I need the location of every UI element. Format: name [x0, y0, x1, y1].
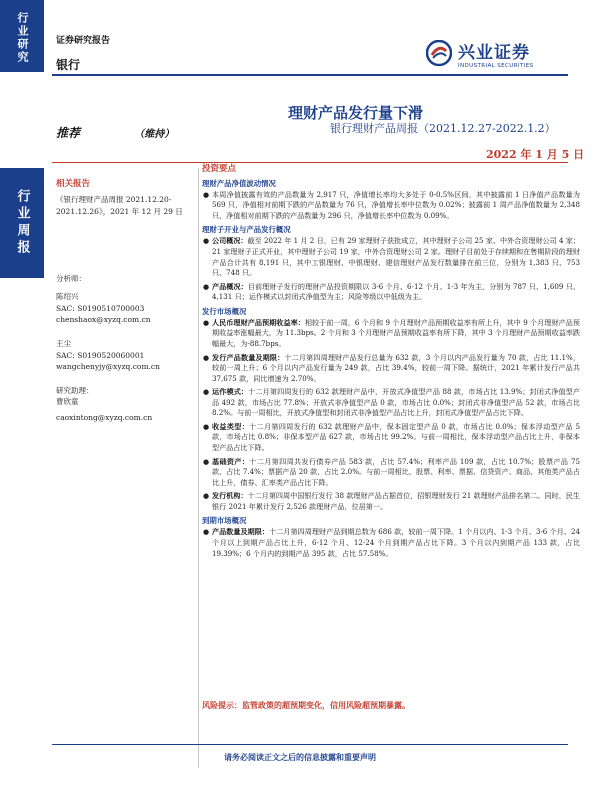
bullet-text: 十二月第四周理财产品到期总数为 686 款，较前一周下降。1 个月以内、1-3 个月、3-6 个月、24 个月以上到期产品占比上升，6-12 个月、12-24 个月到期产品占比下降。3 个月以内到期产品 133 款，占比 19.39%；6 个月内的到期产品 395 款，占比 57.58%。 — [212, 527, 580, 558]
footer-divider — [52, 744, 568, 745]
subsection-title: 发行市场概况 — [202, 306, 247, 316]
report-subtitle: 银行理财产品周报（2021.12.27-2022.1.2） — [330, 122, 556, 135]
header-divider — [52, 74, 568, 76]
bullet-dot-icon: ● — [203, 492, 210, 501]
related-reports-title: 相关报告 — [56, 179, 91, 189]
bullet-label: 基础资产： — [212, 456, 250, 466]
bullet-item — [202, 457, 580, 489]
bullet-dot-icon: ● — [203, 282, 210, 291]
analyst-role: 分析师： — [56, 274, 86, 284]
bullet-item — [202, 491, 580, 512]
industry-label: 银行 — [56, 58, 81, 72]
bullet-item — [202, 422, 580, 454]
bullet-item — [202, 190, 580, 222]
analyst-3 — [56, 385, 194, 424]
bullet-dot-icon: ● — [203, 318, 210, 327]
bullet-dot-icon: ● — [203, 237, 210, 246]
report-title: 理财产品发行量下滑 — [288, 104, 424, 122]
report-type: 证券研究报告 — [56, 36, 111, 46]
logo-cn-text: 兴业证券 — [458, 42, 530, 63]
sidebar-report-type-label: 行业周报 — [0, 168, 44, 278]
left-column — [56, 178, 194, 424]
bullet-text: 十二月第四周共发行债券产品 583 款，占比 57.4%；利率产品 109 款，占比 10.7%；股票产品 75 款，占比 7.4%；票据产品 20 款，占比 2.0%。与前一周相比，股票、利率、票据、信贷资产、商品、其他类产品占比上升，债券、汇率类产品占比下降。 — [212, 456, 580, 487]
logo-mark-icon — [426, 40, 452, 66]
analyst-1 — [56, 273, 194, 326]
risk-warning: 风险提示：监管政策的超预期变化，信用风险超预期暴露。 — [202, 700, 410, 710]
bullet-text: 目前理财子发行的理财产品投资期限以 3-6 个月、6-12 个月、1-3 年为主，分别为 787 只、1,609 只、4,131 只；运作模式以封闭式净值型为主；风险等级以中低级为主。 — [212, 281, 580, 302]
bullet-text: 十二月第四周发行的 632 款理财产品中，开放式净值型产品 88 款，市场占比 13.9%；封闭式净值型产品 492 款，市场占比 77.8%；开放式非净值型产品 0 款，市场占比 0.0%；封闭式非净值型产品 52 款，市场占比 8.2%。与前一周相比，开放式净值型和封闭式非净值型产品占比上升，封闭式净值型产品占比下降。 — [212, 387, 580, 418]
bullet-text: 十二月第四周中国银行发行 38 款理财产品占据首位，招银理财发行 21 款理财产品排名第二。同时，民生银行 2021 年累计发行 2,526 款理财产品，位居第一。 — [212, 491, 580, 511]
rating-change: （维持） — [134, 129, 175, 140]
rating — [56, 124, 174, 141]
analyst-email[interactable]: chenshaox@xyzq.com.cn — [56, 315, 151, 325]
bullet-dot-icon: ● — [203, 190, 210, 199]
bullet-item — [202, 282, 580, 303]
bullet-dot-icon: ● — [203, 353, 210, 362]
bullet-text: 十二月第四周发行的 632 款理财产品中，保本固定型产品 0 款，市场占比 0.0%；保本浮动型产品 5 款，市场占比 0.8%；非保本型产品 627 款，市场占比 99.2%。与前一周相比，保本浮动型产品占比上升，非保本型产品占比下降。 — [212, 421, 581, 452]
column-divider — [198, 168, 199, 768]
bullet-label: 公司概况： — [212, 236, 248, 246]
subsection-title: 到期市场概况 — [202, 516, 247, 526]
logo-en-text: INDUSTRIAL SECURITIES — [458, 62, 534, 69]
analyst-email[interactable]: wangchenyjy@xyzq.com.cn — [56, 362, 160, 372]
bullet-dot-icon: ● — [203, 528, 210, 537]
bullet-text: 相较于前一周，6 个月和 9 个月理财产品预期收益率有所上升，其中 9 个月理财产品预期收益率涨幅最大，为 11.3bps。2 个月和 3 个月理财产品预期收益率有所下降，其中 3 个月理财产品预期收益率跌幅最大，为-88.7bps。 — [212, 317, 580, 348]
bullet-label: 产品数量及期限： — [212, 527, 270, 537]
related-report-link[interactable]: 《银行理财产品周报 2021.12.20-2021.12.26》，2021 年 12 月 29 日 — [56, 195, 183, 216]
company-logo — [426, 36, 576, 70]
bullet-text: 十二月第四周理财产品发行总量为 632 款，3 个月以内产品发行量为 70 款，占比 11.1%，较前一周上升；6 个月以内产品发行量为 249 款，占比 39.4%，较前一周下降。据统计，2021 年累计发行产品共 37,675 款，同比增速为 2.70%。 — [212, 352, 580, 383]
subsection-title: 理财子开业与产品发行概况 — [202, 225, 291, 235]
bullet-text: 本周净值披露有效的产品数量为 2,917 只，净值增长率均大多处于 0-0.5%区间，其中披露前 1 日净值产品数量为 569 只，净值相对前期下跌的产品数量为 76 只，净值增长率中位数为 0.02%；披露前 1 周产品净值数量为 2,348 只，净值相对前期下跌的产品数量为 296 只，净值增长率中位数为 0.09%。 — [212, 189, 580, 220]
footer-disclaimer: 请务必阅读正文之后的信息披露和重要声明 — [224, 752, 376, 762]
analyst-2 — [56, 338, 194, 373]
bullet-label: 人民币理财产品预期收益率： — [212, 317, 305, 327]
bullet-label: 发行产品数量及期限： — [212, 352, 285, 362]
bullet-item — [202, 236, 580, 278]
analyst-name: 王尘 — [56, 338, 71, 348]
bullet-label: 发行机构： — [212, 491, 248, 501]
bullet-text: 截至 2022 年 1 月 2 日，已有 29 家理财子获批成立，其中理财子公司 25 家、中外合资理财公司 4 家；21 家理财子正式开业，其中理财子公司 19 家，中外合资理财公司 2 家。理财子目前处于存续期和在售期阶段的理财产品合计共有 8,191 只，其中工银理财、中银理财、建信理财产品发行数量排在前三位，分别为 1,383 只、753 只、748 只。 — [212, 236, 581, 278]
bullet-item — [202, 353, 580, 385]
bullet-dot-icon: ● — [203, 388, 210, 397]
bullet-dot-icon: ● — [203, 457, 210, 466]
analyst-sac: SAC: S0190520060001 — [56, 350, 145, 360]
report-date: 2022 年 1 月 5 日 — [486, 148, 585, 161]
bullet-item — [202, 318, 580, 350]
analyst-name: 曹欣童 — [56, 397, 79, 407]
bullet-item — [202, 527, 580, 559]
bullet-label: 收益类型： — [212, 421, 250, 431]
rating-label: 推荐 — [56, 126, 81, 140]
analyst-role: 研究助理： — [56, 385, 94, 395]
left-sidebar — [0, 0, 44, 800]
main-content — [202, 163, 580, 562]
subsection-title: 理财产品净值波动情况 — [202, 178, 276, 188]
analyst-email[interactable]: caoxintong@xyzq.com.cn — [56, 413, 153, 423]
section-title: 投资要点 — [202, 164, 237, 174]
bullet-label: 运作模式： — [212, 387, 249, 397]
analyst-sac: SAC: S0190510700003 — [56, 303, 145, 313]
bullet-label: 产品概况： — [212, 281, 248, 291]
bullet-item — [202, 387, 580, 419]
bullet-dot-icon: ● — [203, 422, 210, 431]
sidebar-category-label: 行业研究 — [0, 0, 44, 72]
analyst-name: 陈绍兴 — [56, 292, 79, 302]
